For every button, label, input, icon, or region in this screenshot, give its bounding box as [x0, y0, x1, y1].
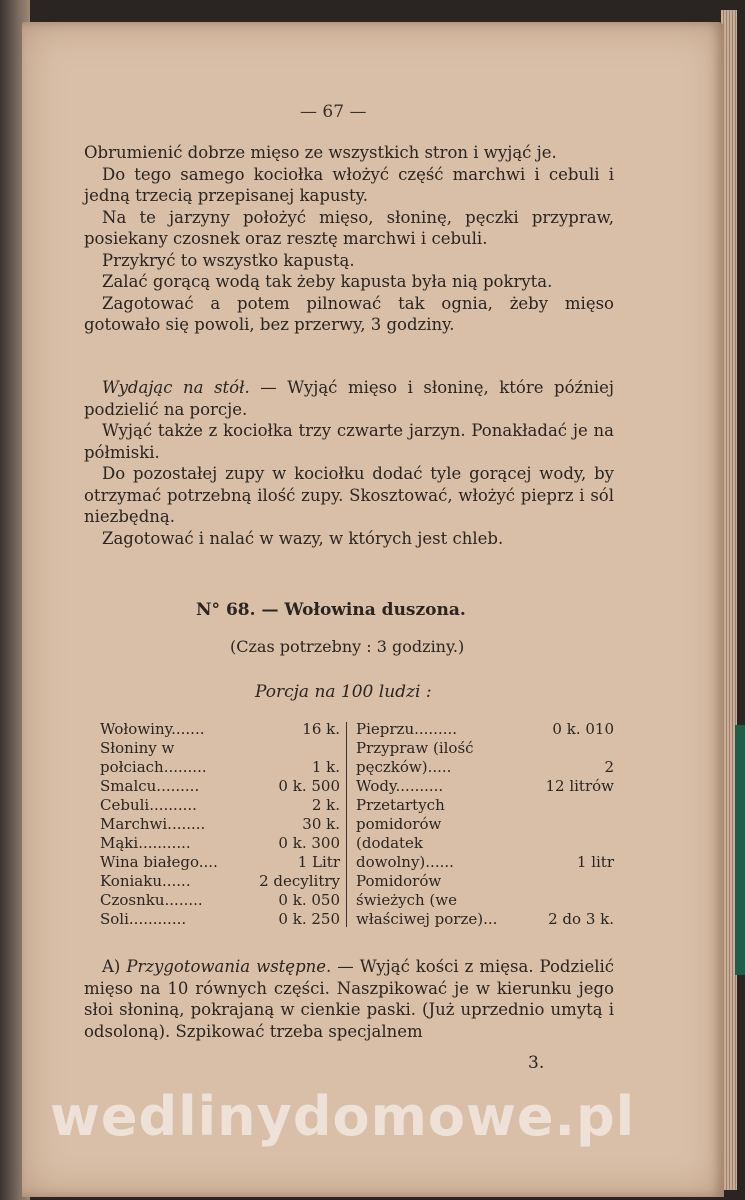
- table-row: Soli............ 0 k. 250: [100, 910, 340, 928]
- top-paragraphs: [84, 142, 614, 336]
- paragraph: Zagotować i nalać w wazy, w których jest chleb.: [102, 528, 504, 548]
- paragraph: Do tego samego kociołka włożyć część marchwi i cebuli i jedną trzecią przepisanej kapusty.: [84, 164, 614, 205]
- table-row: Wołowiny....... 16 k.: [100, 720, 340, 738]
- page-number: — 67 —: [300, 102, 367, 122]
- recipe-title: N° 68. — Wołowina duszona.: [196, 600, 466, 620]
- serving-text: — Wyjąć mięso i słoninę, które później podzielić na porcje.: [84, 378, 614, 419]
- paragraph: Zalać gorącą wodą tak żeby kapusta była nią pokryta.: [102, 272, 553, 291]
- table-row: Pomidorów świeżych (we właściwej porze)... 2 do 3 k.: [356, 872, 614, 928]
- prep-section: [84, 956, 614, 1042]
- prep-label: Przygotowania wstępne.: [126, 957, 332, 976]
- table-row: Smalcu......... 0 k. 500: [100, 777, 340, 795]
- signature-mark: 3.: [528, 1053, 545, 1073]
- watermark: wedlinydomowe.pl: [50, 1085, 636, 1148]
- serving-section: [84, 377, 614, 549]
- ingredients-right-table: [356, 720, 614, 929]
- table-row: Koniaku...... 2 decylitry: [100, 872, 340, 890]
- bookmark-ribbon: [735, 725, 745, 975]
- table-row: Mąki........... 0 k. 300: [100, 834, 340, 852]
- table-row: Przypraw (ilość pęczków)..... 2: [356, 739, 614, 776]
- ingredients-left-table: [100, 720, 340, 929]
- table-row: Wina białego.... 1 Litr: [100, 853, 340, 871]
- prep-text: — Wyjąć kości z mięsa. Podzielić mięso na 10 równych części. Naszpikować je w kierunku jego słoi słoniną, pokrajaną w cienkie paski. (Już uprzednio umytą i odsoloną). Szpikować trzeba specjalnem: [84, 957, 615, 1041]
- table-row: Marchwi........ 30 k.: [100, 815, 340, 833]
- prep-label-a: A): [102, 957, 121, 976]
- column-divider: [346, 722, 347, 927]
- table-row: Cebuli.......... 2 k.: [100, 796, 340, 814]
- table-row: Czosnku........ 0 k. 050: [100, 891, 340, 909]
- paragraph: Przykryć to wszystko kapustą.: [102, 250, 355, 270]
- recipe-portion: Porcja na 100 ludzi :: [255, 682, 432, 702]
- table-row: Wody.......... 12 litrów: [356, 777, 614, 795]
- table-row: Przetartych pomidorów (dodatek dowolny)...... 1 litr: [356, 796, 614, 871]
- recipe-time: (Czas potrzebny : 3 godziny.): [230, 637, 465, 656]
- table-row: Słoniny w połciach......... 1 k.: [100, 739, 340, 776]
- serving-label: Wydając na stół.: [102, 378, 250, 397]
- paragraph: Wyjąć także z kociołka trzy czwarte jarzyn. Ponakładać je na półmiski.: [84, 421, 614, 462]
- paragraph: Na te jarzyny położyć mięso, słoninę, pęczki przypraw, posiekany czosnek oraz resztę marchwi i cebuli.: [84, 207, 614, 248]
- paragraph: Obrumienić dobrze mięso ze wszystkich stron i wyjąć je.: [84, 143, 557, 162]
- table-row: Pieprzu......... 0 k. 010: [356, 720, 614, 738]
- paragraph: Zagotować a potem pilnować tak ognia, żeby mięso gotowało się powoli, bez przerwy, 3 godziny.: [84, 293, 614, 334]
- paragraph: Do pozostałej zupy w kociołku dodać tyle gorącej wody, by otrzymać potrzebną ilość zupy. Skosztować, włożyć pieprz i sól niezbędną.: [84, 464, 614, 526]
